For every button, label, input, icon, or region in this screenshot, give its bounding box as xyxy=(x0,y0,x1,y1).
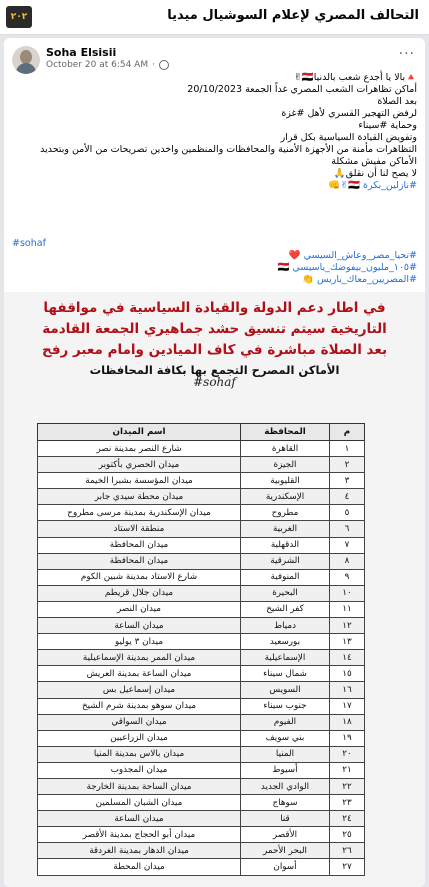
table-row xyxy=(38,682,365,698)
cell-field: ميدان الشبان المسلمين xyxy=(38,795,241,811)
cell-num: ٨ xyxy=(330,553,365,569)
hashtag-list xyxy=(117,250,417,286)
hashtag-link[interactable]: #المصريين_معاك_ياريس 👏 xyxy=(302,274,417,285)
poster-watermark: #sohaf xyxy=(193,375,236,389)
table-row xyxy=(38,473,365,489)
cell-governorate: الغربية xyxy=(241,521,330,537)
cell-num: ٩ xyxy=(330,569,365,585)
cell-num: ٤ xyxy=(330,489,365,505)
cell-field: ميدان الساعة xyxy=(38,618,241,634)
post-line: بعد الصلاة xyxy=(377,96,417,107)
table-row xyxy=(38,569,365,585)
table-row xyxy=(38,811,365,827)
table-row xyxy=(38,650,365,666)
table-row xyxy=(38,714,365,730)
table-row xyxy=(38,457,365,473)
table-row xyxy=(38,601,365,617)
table-header-row xyxy=(38,424,365,441)
poster-headline xyxy=(4,298,425,361)
cell-governorate: السويس xyxy=(241,682,330,698)
cell-num: ٧ xyxy=(330,537,365,553)
post-meta xyxy=(46,60,169,70)
group-header xyxy=(0,0,429,35)
cell-num: ٢٧ xyxy=(330,859,365,875)
cell-governorate: جنوب سيناء xyxy=(241,698,330,714)
cell-num: ١٢ xyxy=(330,618,365,634)
cell-governorate: الشرقية xyxy=(241,553,330,569)
table-row xyxy=(38,827,365,843)
cell-governorate: كفر الشيخ xyxy=(241,601,330,617)
table-row xyxy=(38,666,365,682)
cell-governorate: البحيرة xyxy=(241,585,330,601)
cell-governorate: الدقهلية xyxy=(241,537,330,553)
post-image[interactable] xyxy=(4,292,425,887)
cell-field: ميدان بالاس بمدينة المنيا xyxy=(38,746,241,762)
cell-field: ميدان الساعة بمدينة العريش xyxy=(38,666,241,682)
table-body xyxy=(38,441,365,876)
post-line: أماكن تظاهرات الشعب المصري غداً الجمعة 20/10/2023 xyxy=(187,84,417,95)
cell-governorate: القاهرة xyxy=(241,441,330,457)
cell-governorate: الوادي الجديد xyxy=(241,778,330,794)
hashtag-link[interactable]: #تحيا_مصر_وعاش_السيسي ❤️ xyxy=(288,250,417,261)
hashtag-sohaf[interactable]: #sohaf xyxy=(12,238,46,249)
more-options-icon[interactable]: ··· xyxy=(398,46,415,62)
hashtag-link[interactable]: #١٠٥_مليون_بيفوضك_ياسيسي 🇪🇬 xyxy=(277,262,417,273)
cell-num: ١١ xyxy=(330,601,365,617)
table-row xyxy=(38,730,365,746)
cell-field: ميدان المجذوب xyxy=(38,762,241,778)
table-row xyxy=(38,553,365,569)
cell-num: ١٤ xyxy=(330,650,365,666)
table-row xyxy=(38,537,365,553)
post-line: لا يصح لنا أن نقلق🙏 xyxy=(333,168,417,179)
cell-num: ١٥ xyxy=(330,666,365,682)
globe-icon xyxy=(159,60,169,70)
cell-governorate: الإسماعيلية xyxy=(241,650,330,666)
cell-governorate: بورسعيد xyxy=(241,634,330,650)
cell-num: ١ xyxy=(330,441,365,457)
table-row xyxy=(38,859,365,875)
cell-governorate: قنا xyxy=(241,811,330,827)
cell-num: ٥ xyxy=(330,505,365,521)
cell-field: ميدان الزراعيين xyxy=(38,730,241,746)
cell-field: ميدان إسماعيل بس xyxy=(38,682,241,698)
headline-line: التاريخية سيتم تنسيق حشد جماهيري الجمعة القادمة xyxy=(42,321,387,337)
cell-governorate: الفيوم xyxy=(241,714,330,730)
cell-governorate: البحر الأحمر xyxy=(241,843,330,859)
cell-num: ١٣ xyxy=(330,634,365,650)
cell-field: ميدان الحصري بأكتوبر xyxy=(38,457,241,473)
poster-subhead: الأماكن المصرح التجمع بها بكافة المحافظات xyxy=(89,363,340,377)
post-line: التظاهرات مأمنة من الأجهزة الأمنية والمحافظات والمنظمين واخدين تصريحات من الأمن وبتحديد الأماكن مفيش مشكلة xyxy=(40,144,417,167)
table-row xyxy=(38,521,365,537)
avatar[interactable] xyxy=(12,46,40,74)
column-header-num: م xyxy=(330,424,365,441)
cell-governorate: المنوفية xyxy=(241,569,330,585)
cell-field: ميدان ٣ يوليو xyxy=(38,634,241,650)
cell-field: ميدان المؤسسة بشبرا الخيمة xyxy=(38,473,241,489)
headline-line: في اطار دعم الدولة والقيادة السياسية في مواقفها xyxy=(43,300,386,316)
cell-field: ميدان محطة سيدي جابر xyxy=(38,489,241,505)
post-line: 🔺بالا يا أجدع شعب بالدنيا🇪🇬✌ xyxy=(293,72,417,83)
cell-governorate: مطروح xyxy=(241,505,330,521)
cell-field: ميدان الإسكندرية بمدينة مرسى مطروح xyxy=(38,505,241,521)
cell-field: ميدان السواقي xyxy=(38,714,241,730)
cell-field: ميدان الدهار بمدينة الغردقة xyxy=(38,843,241,859)
cell-num: ١٩ xyxy=(330,730,365,746)
table-row xyxy=(38,795,365,811)
cell-field: ميدان المحافظة xyxy=(38,537,241,553)
group-logo[interactable]: ٢٠٢ xyxy=(6,6,32,28)
table-row xyxy=(38,505,365,521)
cell-num: ٢٣ xyxy=(330,795,365,811)
cell-governorate: شمال سيناء xyxy=(241,666,330,682)
table-row xyxy=(38,698,365,714)
table-row xyxy=(38,778,365,794)
post-timestamp[interactable]: October 20 at 6:54 AM xyxy=(46,60,149,70)
cell-num: ١٨ xyxy=(330,714,365,730)
cell-num: ٢٦ xyxy=(330,843,365,859)
cell-field: ميدان النصر xyxy=(38,601,241,617)
cell-field: منطقة الاستاد xyxy=(38,521,241,537)
cell-num: ١٧ xyxy=(330,698,365,714)
cell-field: ميدان المحافظة xyxy=(38,553,241,569)
cell-governorate: أسوان xyxy=(241,859,330,875)
post-text xyxy=(13,72,417,192)
cell-field: ميدان الساعة xyxy=(38,811,241,827)
post-line: لرفض التهجير القسري لأهل #غزة xyxy=(281,108,417,119)
locations-table xyxy=(37,423,365,876)
cell-governorate: الأقصر xyxy=(241,827,330,843)
cell-field: شارع النصر بمدينة نصر xyxy=(38,441,241,457)
post-line: وتفويض القيادة السياسية بكل قرار xyxy=(280,132,417,143)
cell-field: ميدان جلال قريطم xyxy=(38,585,241,601)
post-card xyxy=(4,38,425,887)
cell-governorate: سوهاج xyxy=(241,795,330,811)
meta-dot: · xyxy=(152,60,155,70)
table-row xyxy=(38,843,365,859)
cell-governorate: دمياط xyxy=(241,618,330,634)
cell-num: ٢١ xyxy=(330,762,365,778)
cell-num: ٢٤ xyxy=(330,811,365,827)
cell-num: ١٠ xyxy=(330,585,365,601)
table-row xyxy=(38,618,365,634)
cell-governorate: الجيزة xyxy=(241,457,330,473)
post-line: وحماية #سيناء xyxy=(358,120,417,131)
cell-governorate: المنيا xyxy=(241,746,330,762)
cell-governorate: القليوبية xyxy=(241,473,330,489)
cell-field: شارع الاستاد بمدينة شبين الكوم xyxy=(38,569,241,585)
cell-field: ميدان الممر بمدينة الإسماعيلية xyxy=(38,650,241,666)
cell-governorate: بني سويف xyxy=(241,730,330,746)
cell-num: ٦ xyxy=(330,521,365,537)
table-row xyxy=(38,489,365,505)
avatar-face xyxy=(20,50,32,64)
post-hashtag-line[interactable]: #نازلين_بكرة 🇪🇬✌👊 xyxy=(328,180,417,191)
cell-field: ميدان سوهو بمدينة شرم الشيخ xyxy=(38,698,241,714)
column-header-governorate: المحافظة xyxy=(241,424,330,441)
table-row xyxy=(38,634,365,650)
table-row xyxy=(38,746,365,762)
cell-field: ميدان الساحة بمدينة الخارجة xyxy=(38,778,241,794)
cell-field: ميدان أبو الحجاج بمدينة الأقصر xyxy=(38,827,241,843)
group-title[interactable]: التحالف المصري لإعلام السوشيال ميديا xyxy=(167,8,419,23)
author-name[interactable]: Soha Elsisii xyxy=(46,46,117,59)
cell-num: ٢٠ xyxy=(330,746,365,762)
table-row xyxy=(38,585,365,601)
column-header-field: اسم الميدان xyxy=(38,424,241,441)
cell-field: ميدان المحطة xyxy=(38,859,241,875)
cell-num: ٢ xyxy=(330,457,365,473)
cell-governorate: الإسكندرية xyxy=(241,489,330,505)
cell-num: ٣ xyxy=(330,473,365,489)
cell-num: ١٦ xyxy=(330,682,365,698)
table-row xyxy=(38,762,365,778)
cell-num: ٢٢ xyxy=(330,778,365,794)
cell-num: ٢٥ xyxy=(330,827,365,843)
cell-governorate: أسيوط xyxy=(241,762,330,778)
headline-line: بعد الصلاة مباشرة في كاف الميادين وامام معبر رفح xyxy=(41,342,388,358)
table-row xyxy=(38,441,365,457)
